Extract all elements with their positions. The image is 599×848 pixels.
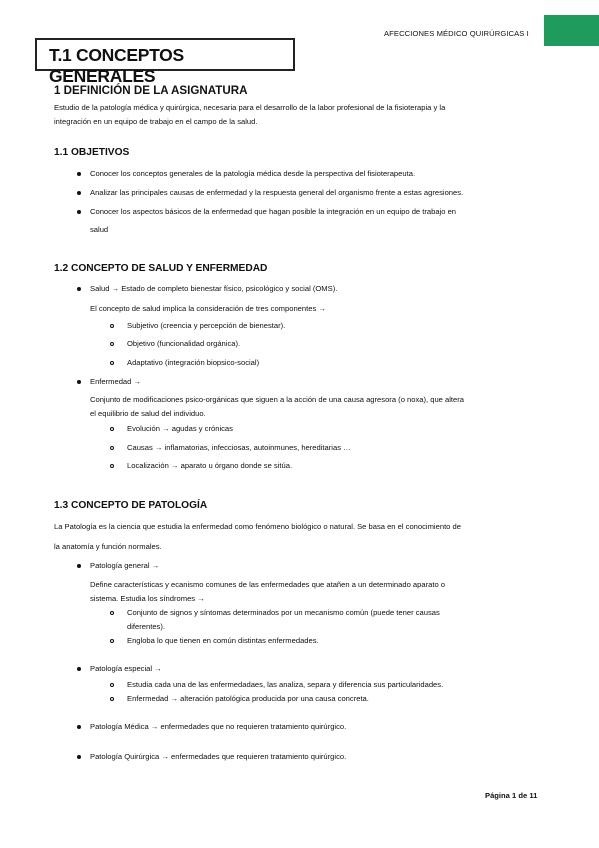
bullet-icon (77, 667, 81, 671)
patologia-general-text-line-2: sistema. Estudia los síndromes → (90, 594, 205, 603)
patologia-especial-item-2: Enfermedad → alteración patológica producida por una causa concreta. (127, 694, 369, 703)
patologia-quirurgica: Patología Quirúrgica → enfermedades que requieren tratamiento quirúrgico. (90, 752, 347, 761)
patologia-especial-item-1: Estudia cada una de las enfermedadaes, las analiza, separa y diferencia sus particularidades. (127, 680, 444, 689)
bullet-icon (77, 564, 81, 568)
sub-bullet-icon (110, 324, 114, 328)
salud-intro: El concepto de salud implica la consideración de tres componentes → (90, 304, 326, 313)
enfermedad-text-line-2: el equilibrio de salud del individuo. (90, 409, 206, 418)
sub-bullet-icon (110, 464, 114, 468)
sub-bullet-icon (110, 361, 114, 365)
sub-bullet-icon (110, 683, 114, 687)
sindrome-def-line-2: diferentes). (127, 622, 165, 631)
section-1-text-line-2: integración en un equipo de trabajo en el campo de la salud. (54, 117, 258, 126)
header-accent-bar (544, 15, 599, 46)
section-1-3-heading: 1.3 CONCEPTO DE PATOLOGÍA (54, 500, 208, 511)
enfermedad-text-line-1: Conjunto de modificaciones psico-orgánicas que siguen a la acción de una causa agresora (o noxa), que altera (90, 395, 465, 404)
objective-3-line-1: Conocer los aspectos básicos de la enfermedad que hagan posible la integración en un equipo de trabajo en (90, 207, 457, 216)
sindrome-def-line-1: Conjunto de signos y síntomas determinados por un mecanismo común (puede tener causas (127, 608, 440, 617)
sub-bullet-icon (110, 639, 114, 643)
bullet-icon (77, 725, 81, 729)
objective-3-line-2: salud (90, 225, 109, 234)
patologia-text-line-1: La Patología es la ciencia que estudia la enfermedad como fenómeno biológico o natural. Se basa en el conocimiento de (54, 522, 461, 531)
section-1-2-heading: 1.2 CONCEPTO DE SALUD Y ENFERMEDAD (54, 263, 268, 274)
enfermedad-localizacion: Localización → aparato u órgano donde se sitúa. (127, 461, 293, 470)
bullet-icon (77, 210, 81, 214)
salud-definition: Salud → Estado de completo bienestar físico, psicológico y social (OMS). (90, 284, 338, 293)
objective-2: Analizar las principales causas de enfermedad y la respuesta general del organismo frente a estas agresiones. (90, 188, 464, 197)
bullet-icon (77, 380, 81, 384)
objective-1: Conocer los conceptos generales de la patología médica desde la perspectiva del fisioterapeuta. (90, 169, 416, 178)
salud-component-1: Subjetivo (creencia y percepción de bienestar). (127, 321, 286, 330)
section-1-text-line-1: Estudio de la patología médica y quirúrgica, necesaria para el desarrollo de la labor profesional de la fisioterapia y la (54, 103, 446, 112)
patologia-especial-label: Patología especial → (90, 664, 162, 673)
sub-bullet-icon (110, 697, 114, 701)
page-number: Página 1 de 11 (485, 791, 538, 800)
running-header: AFECCIONES MÉDICO QUIRÚRGICAS I (384, 29, 529, 38)
patologia-general-label: Patología general → (90, 561, 160, 570)
patologia-medica: Patología Médica → enfermedades que no requieren tratamiento quirúrgico. (90, 722, 347, 731)
salud-component-3: Adaptativo (integración biopsico-social) (127, 358, 260, 367)
salud-component-2: Objetivo (funcionalidad orgánica). (127, 339, 241, 348)
sub-bullet-icon (110, 611, 114, 615)
sub-bullet-icon (110, 342, 114, 346)
sindrome-engloba: Engloba lo que tienen en común distintas enfermedades. (127, 636, 319, 645)
section-1-1-heading: 1.1 OBJETIVOS (54, 147, 130, 158)
sub-bullet-icon (110, 427, 114, 431)
enfermedad-causas: Causas → inflamatorias, infecciosas, autoinmunes, hereditarias … (127, 443, 351, 452)
sub-bullet-icon (110, 446, 114, 450)
section-1-heading: 1 DEFINICIÓN DE LA ASIGNATURA (54, 84, 248, 97)
enfermedad-label: Enfermedad → (90, 377, 142, 386)
bullet-icon (77, 191, 81, 195)
title-box (35, 38, 295, 86)
bullet-icon (77, 755, 81, 759)
patologia-general-text-line-1: Define características y ecanismo comunes de las enfermedades que atañen a un determinado aparato o (90, 580, 446, 589)
bullet-icon (77, 287, 81, 291)
patologia-text-line-2: la anatomía y función normales. (54, 542, 162, 551)
enfermedad-evolucion: Evolución → agudas y crónicas (127, 424, 233, 433)
page-title: T.1 CONCEPTOS GENERALES (49, 45, 184, 86)
bullet-icon (77, 172, 81, 176)
